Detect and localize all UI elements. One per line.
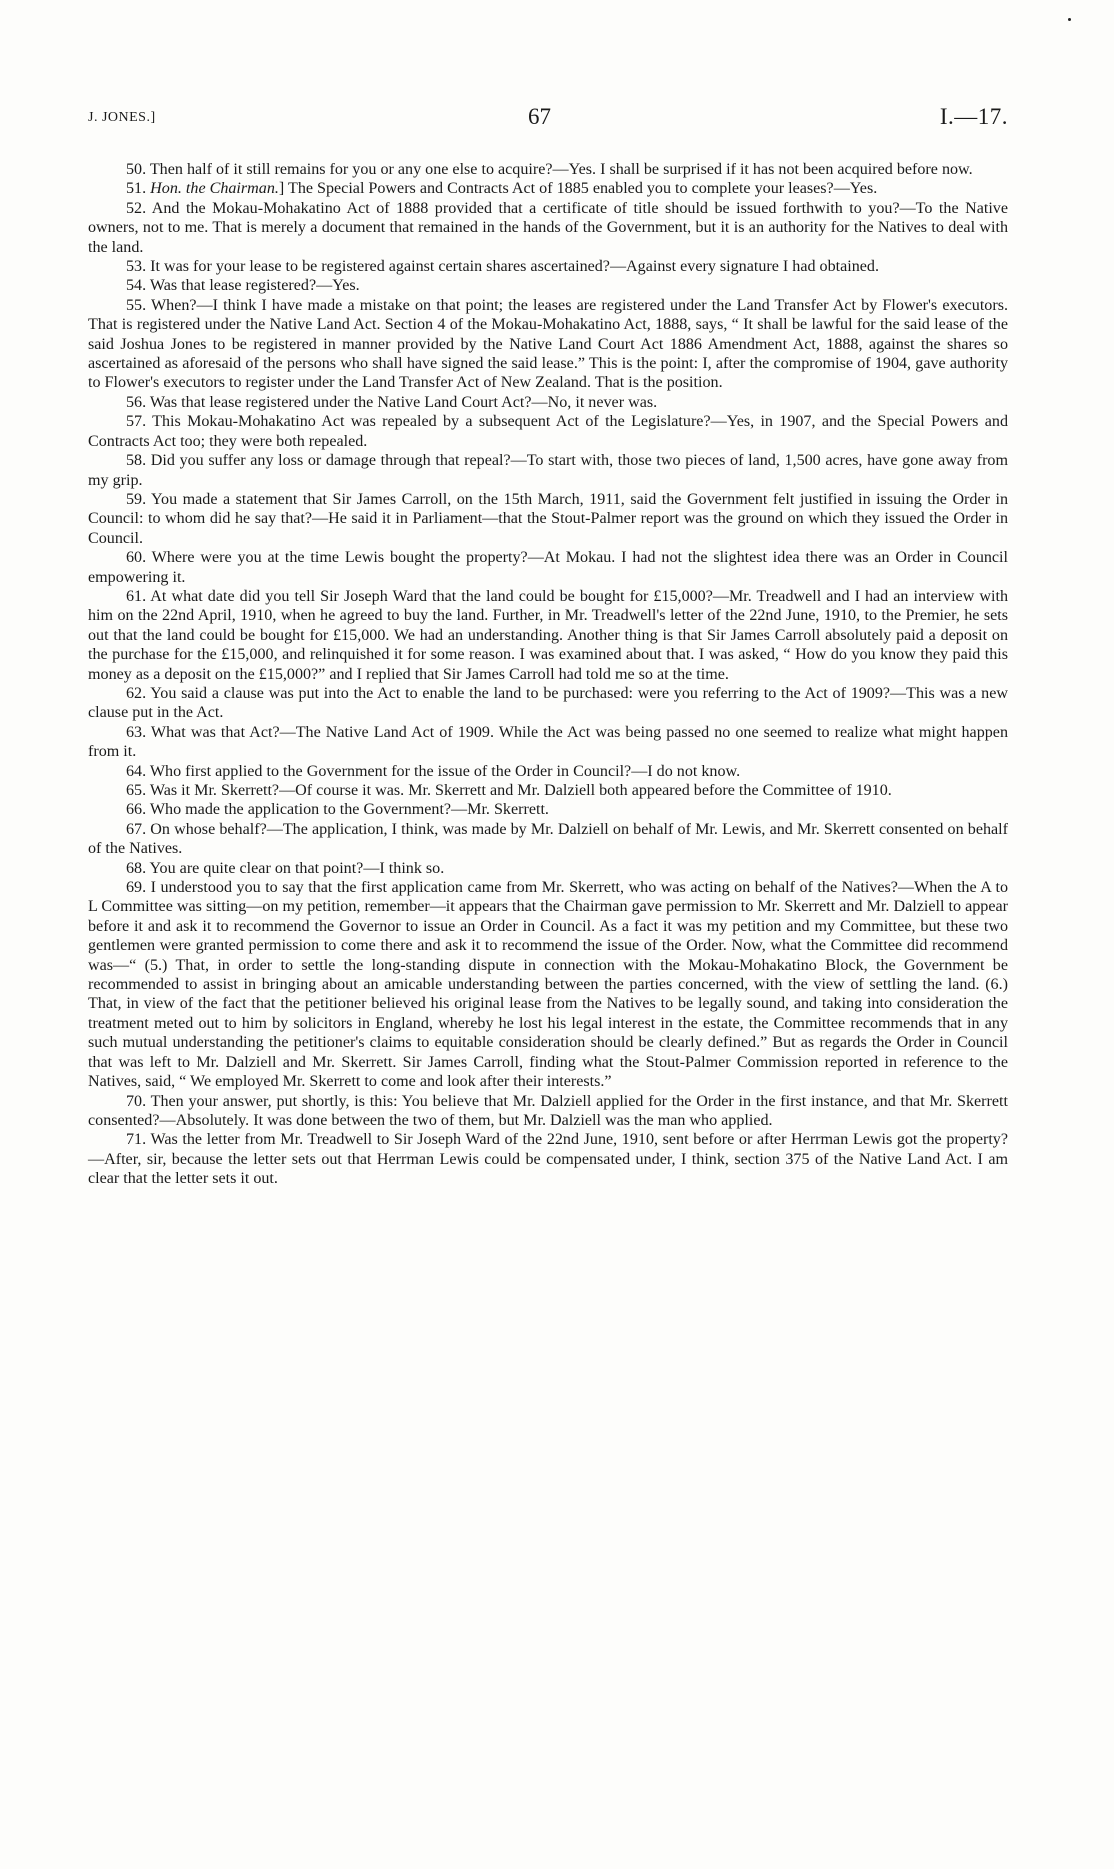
paragraph-71: 71. Was the letter from Mr. Treadwell to Sir Joseph Ward of the 22nd June, 1910, sent before or after Herrman Lewis got the property?—After, sir, because the letter sets out that Herrman Lewis could be compensated under, I think, section 375 of the Native Land Act. I am clear that the letter sets it out. xyxy=(88,1131,1008,1188)
paragraph-56: 56. Was that lease registered under the Native Land Court Act?—No, it never was. xyxy=(126,393,658,411)
paragraph-68: 68. You are quite clear on that point?—I think so. xyxy=(126,859,445,877)
paragraph-51: 51. Hon. the Chairman.] The Special Powers and Contracts Act of 1885 enabled you to complete your leases?—Yes. xyxy=(126,180,878,198)
witness-name: J. JONES.] xyxy=(88,110,156,125)
paragraph-59: 59. You made a statement that Sir James Carroll, on the 15th March, 1911, said the Government felt justified in issuing the Order in Council: to whom did he say that?—He said it in Parliament—that the Stout-Palmer report was the ground on which they issued the Order in Council. xyxy=(88,490,1008,547)
page-header xyxy=(88,104,1008,134)
paragraph-54: 54. Was that lease registered?—Yes. xyxy=(126,277,360,295)
paragraph-60: 60. Where were you at the time Lewis bought the property?—At Mokau. I had not the slightest idea there was an Order in Council empowering it. xyxy=(88,549,1008,586)
paragraph-51-number: 51. xyxy=(126,180,147,198)
paragraph-58: 58. Did you suffer any loss or damage through that repeal?—To start with, those two pieces of land, 1,500 acres, have gone away from my grip. xyxy=(88,452,1008,489)
paragraph-63: 63. What was that Act?—The Native Land Act of 1909. While the Act was being passed no one seemed to realize what might happen from it. xyxy=(88,723,1008,761)
paragraph-51-text: The Special Powers and Contracts Act of 1885 enabled you to complete your leases?—Yes. xyxy=(288,180,878,198)
paragraph-61: 61. At what date did you tell Sir Joseph Ward that the land could be bought for £15,000?—Mr. Treadwell and I had an interview with him on the 22nd April, 1910, when he agreed to buy the land. Further, in Mr. Treadwell's letter of the 22nd June, 1910, to the Premier, he sets out that the land could be bought for £15,000. We had an understanding. Another thing is that Sir James Carroll absolutely paid a deposit on the purchase for the £15,000, and relinquished it for some reason. I was examined about that. I was asked, “ How do you know they paid this money as a deposit on the £15,000?” and I replied that Sir James Carroll had told me so at the time. xyxy=(88,587,1008,683)
paragraph-52: 52. And the Mokau-Mohakatino Act of 1888 provided that a certificate of title should be issued forthwith to you?—To the Native owners, not to me. That is merely a document that remained in the hands of the Government, but it is an authority for the Natives to deal with the land. xyxy=(88,199,1008,256)
paragraph-50: 50. Then half of it still remains for you or any one else to acquire?—Yes. I shall be surprised if it has not been acquired before now. xyxy=(126,161,973,178)
testimony-body xyxy=(88,160,1008,1189)
paragraph-65: 65. Was it Mr. Skerrett?—Of course it was. Mr. Skerrett and Mr. Dalziell both appeared before the Committee of 1910. xyxy=(126,782,892,799)
paragraph-67: 67. On whose behalf?—The application, I think, was made by Mr. Dalziell on behalf of Mr. Lewis, and Mr. Skerrett consented on behalf of the Natives. xyxy=(88,820,1008,858)
paragraph-64: 64. Who first applied to the Government for the issue of the Order in Council?—I do not know. xyxy=(126,762,741,780)
document-reference: I.—17. xyxy=(939,104,1008,129)
speck-mark xyxy=(1068,18,1071,21)
paragraph-69: 69. I understood you to say that the first application came from Mr. Skerrett, who was acting on behalf of the Natives?—When the A to L Committee was sitting—on my petition, remember—it appears that the Chairman gave permission to Mr. Skerrett and Mr. Dalziell to appear before it and ask it to recommend the Governor to issue an Order in Council. As a fact it was my petition and my Committee, but these two gentlemen were granted permission to come there and ask it to recommend the issue of the Order. Now, what the Committee did recommend was—“ (5.) That, in order to settle the long-standing dispute in connection with the Mokau-Mohakatino Block, the Government be recommended to assist in bringing about an amicable understanding between the parties concerned, with the view of settling the land. (6.) That, in view of the fact that the petitioner believed his original lease from the Natives to be legally sound, and taking into consideration the treatment meted out to him by solicitors in England, whereby he lost his legal interest in the estate, the Committee recommends that in any such mutual understanding the petitioner's claims to equitable consideration should be clearly defined.” But as regards the Order in Council that was left to Mr. Dalziell and Mr. Skerrett. Sir James Carroll, finding what the Stout-Palmer Commission reported in reference to the Natives, said, “ We employed Mr. Skerrett to come and look after their interests.” xyxy=(88,879,1008,1091)
paragraph-70: 70. Then your answer, put shortly, is this: You believe that Mr. Dalziell applied for the Order in the first instance, and that Mr. Skerrett consented?—Absolutely. It was done between the two of them, but Mr. Dalziell was the man who applied. xyxy=(88,1092,1008,1129)
paragraph-66: 66. Who made the application to the Government?—Mr. Skerrett. xyxy=(126,801,549,819)
paragraph-55: 55. When?—I think I have made a mistake on that point; the leases are registered under the Land Transfer Act by Flower's executors. That is registered under the Native Land Act. Section 4 of the Mokau-Mohakatino Act, 1888, says, “ It shall be lawful for the said lease of the said Joshua Jones to be registered in manner provided by the Native Land Court Act 1886 Amendment Act, 1888, against the shares so ascertained as aforesaid of the persons who shall have signed the said lease.” This is the point: I, after the compromise of 1904, gave authority to Flower's executors to register under the Land Transfer Act of New Zealand. That is the position. xyxy=(88,296,1008,392)
page-number: 67 xyxy=(528,104,551,129)
speaker-label: Hon. the Chairman. xyxy=(150,180,279,198)
paragraph-62: 62. You said a clause was put into the Act to enable the land to be purchased: were you referring to the Act of 1909?—This was a new clause put in the Act. xyxy=(88,684,1008,722)
paragraph-57: 57. This Mokau-Mohakatino Act was repealed by a subsequent Act of the Legislature?—Yes, in 1907, and the Special Powers and Contracts Act too; they were both repealed. xyxy=(88,413,1008,450)
paragraph-53: 53. It was for your lease to be registered against certain shares ascertained?—Against every signature I had obtained. xyxy=(126,258,879,276)
